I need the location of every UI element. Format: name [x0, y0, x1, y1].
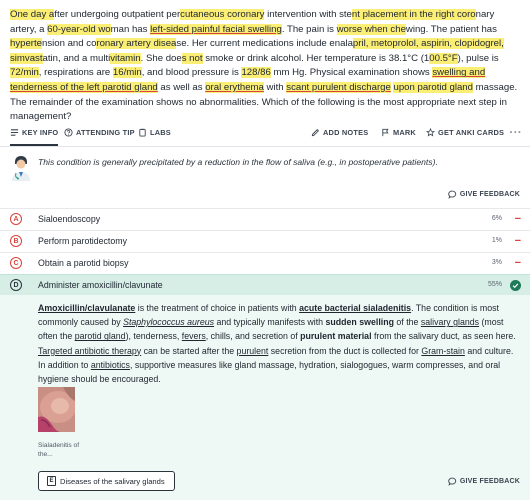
- answer-percentage: 55%: [487, 281, 502, 288]
- answer-percentage: 6%: [491, 215, 502, 222]
- question-text: mm Hg. Physical examination shows: [270, 67, 433, 79]
- answer-option-c[interactable]: [0, 252, 530, 274]
- answer-percentage: 3%: [491, 259, 502, 266]
- incorrect-minus-icon: −: [514, 257, 521, 269]
- question-text: wing. The patient has: [405, 23, 497, 35]
- answer-letter: D: [10, 279, 22, 291]
- question-text: worse when che: [336, 23, 406, 35]
- question-stem: [10, 8, 522, 125]
- explanation-link[interactable]: Targeted antibiotic therapy: [38, 345, 142, 356]
- tab-attending-tip[interactable]: [64, 128, 135, 137]
- explanation-panel: [0, 295, 530, 500]
- explanation-text: Amoxicillin/clavulanate is the treatment of choice in patients with acute bacterial sialadenitis. The condition is most commonly caused by Staphylococcus aureus and typically manifests with sudden swelling of the salivary glands (most often the parotid gland), tenderness, fevers, chills, and secretion of purulent material from the salivary duct, as seen here. Targeted antibiotic therapy can be started after the purulent secretion from the duct is collected for Gram-stain and culture. In addition to antibiotics, supportive measures like gland massage, hydration, sialogogues, warm compresses, and oral hygiene should be encouraged.: [38, 303, 516, 385]
- question-text: . The pain is: [281, 23, 337, 35]
- clipboard-icon: [138, 128, 147, 137]
- explanation-link[interactable]: purulent: [236, 345, 269, 356]
- question-text: hyperte: [10, 38, 42, 50]
- explanation-link[interactable]: Amoxicillin/clavulanate: [38, 303, 136, 313]
- answer-option-d[interactable]: [0, 274, 530, 296]
- question-text: ), pulse is: [457, 52, 499, 64]
- question-text: massage. The remainder of the examination shows no abnormalities. Which of the following is the most appropriate next step in management?: [10, 81, 518, 123]
- answer-text: Administer amoxicillin/clavunate: [38, 280, 163, 290]
- tab-labs[interactable]: [138, 128, 171, 137]
- correct-check-icon: [510, 280, 521, 291]
- star-icon: [426, 128, 435, 137]
- question-text: vitamin: [110, 52, 141, 64]
- speech-bubble-icon: [448, 477, 457, 486]
- question-text: nt placement in the right coro: [351, 9, 476, 20]
- question-text: nary artery, a: [10, 9, 495, 35]
- question-text: intervention with ste: [264, 9, 352, 20]
- get-anki-cards-button[interactable]: GET ANKI CARDS: [426, 128, 504, 137]
- answer-percentage: 1%: [491, 237, 502, 244]
- question-text: fter undergoing outpatient per: [54, 9, 181, 20]
- question-circle-icon: [64, 128, 73, 137]
- doctor-avatar-icon: [10, 154, 32, 182]
- question-text: nsion and co: [42, 38, 97, 50]
- question-text: se. Her current medications include enala: [176, 38, 353, 50]
- list-icon: [10, 128, 19, 137]
- question-text: with: [263, 81, 287, 93]
- key-finding[interactable]: scant purulent discharge: [286, 81, 391, 93]
- key-finding[interactable]: left-sided painful facial swelling: [150, 23, 282, 35]
- question-text: 00.5°F: [429, 52, 458, 64]
- question-text: cutaneous coronary: [180, 9, 265, 20]
- tab-label: KEY INFO: [22, 128, 59, 137]
- question-text: 60-year-old wo: [47, 23, 111, 35]
- question-text: s not: [181, 52, 203, 64]
- incorrect-minus-icon: −: [514, 235, 521, 247]
- question-text: upon parotid gland: [393, 81, 473, 93]
- key-finding[interactable]: oral erythema: [205, 81, 264, 93]
- give-feedback-button[interactable]: GIVE FEEDBACK: [448, 190, 520, 199]
- answer-option-b[interactable]: [0, 230, 530, 252]
- answer-letter: B: [10, 235, 22, 247]
- question-text: smoke or drink alcohol. Her temperature is 38.1°C (1: [202, 52, 430, 64]
- pencil-icon: [311, 128, 320, 137]
- answer-text: Perform parotidectomy: [38, 236, 127, 246]
- question-text: One day a: [10, 9, 55, 20]
- question-text: man has: [110, 23, 151, 35]
- vital-pulse: 72/min: [10, 67, 39, 79]
- answer-text: Obtain a parotid biopsy: [38, 258, 129, 268]
- tab-label: LABS: [150, 128, 171, 137]
- vital-blood-pressure: 128/86: [241, 67, 271, 79]
- vital-respirations: 16/min: [112, 67, 142, 79]
- explanation-link[interactable]: salivary glands: [420, 317, 480, 328]
- article-e-icon: E: [47, 476, 56, 486]
- speech-bubble-icon: [448, 190, 457, 199]
- answer-option-a[interactable]: [0, 208, 530, 230]
- key-finding[interactable]: swelling and tenderness of the left parotid gland: [10, 67, 486, 93]
- question-text: . She doe: [140, 52, 182, 64]
- answer-letter: A: [10, 213, 22, 225]
- image-caption: Sialadenitis of the...: [38, 442, 80, 458]
- answer-text: Sialoendoscopy: [38, 214, 101, 224]
- tab-label: ATTENDING TIP: [76, 128, 135, 137]
- question-text: , respirations are: [38, 67, 113, 79]
- answer-letter: C: [10, 257, 22, 269]
- explanation-link[interactable]: antibiotics: [90, 359, 130, 370]
- question-text: ronary artery disea: [96, 38, 177, 50]
- more-options-icon[interactable]: ···: [509, 125, 522, 139]
- diseases-salivary-glands-button[interactable]: E Diseases of the salivary glands: [38, 471, 175, 491]
- question-text: as well as: [157, 81, 206, 93]
- tab-key-info[interactable]: [10, 128, 58, 137]
- sialadenitis-image-thumbnail[interactable]: [38, 387, 75, 432]
- explanation-link[interactable]: acute bacterial sialadenitis: [299, 303, 412, 313]
- explanation-link[interactable]: Gram-stain: [421, 345, 465, 356]
- attending-tip-panel: [10, 154, 522, 186]
- explanation-link[interactable]: fevers: [181, 331, 206, 342]
- explanation-link[interactable]: Staphylococcus aureus: [123, 317, 215, 328]
- attending-tip-text: This condition is generally precipitated by a reduction in the flow of saliva (e.g., in postoperative patients).: [38, 157, 438, 167]
- question-text: pril, metoprolol, aspirin, clopidogrel, simvast: [10, 38, 504, 64]
- give-feedback-button-explanation[interactable]: GIVE FEEDBACK: [448, 477, 520, 486]
- incorrect-minus-icon: −: [514, 213, 521, 225]
- question-text: atin, and a multi: [42, 52, 111, 64]
- add-notes-button[interactable]: ADD NOTES: [311, 128, 368, 137]
- question-text: , and blood pressure is: [141, 67, 242, 79]
- question-toolbar: [0, 122, 530, 147]
- mark-button[interactable]: MARK: [381, 128, 416, 137]
- explanation-link[interactable]: parotid gland: [74, 331, 126, 342]
- flag-icon: [381, 128, 390, 137]
